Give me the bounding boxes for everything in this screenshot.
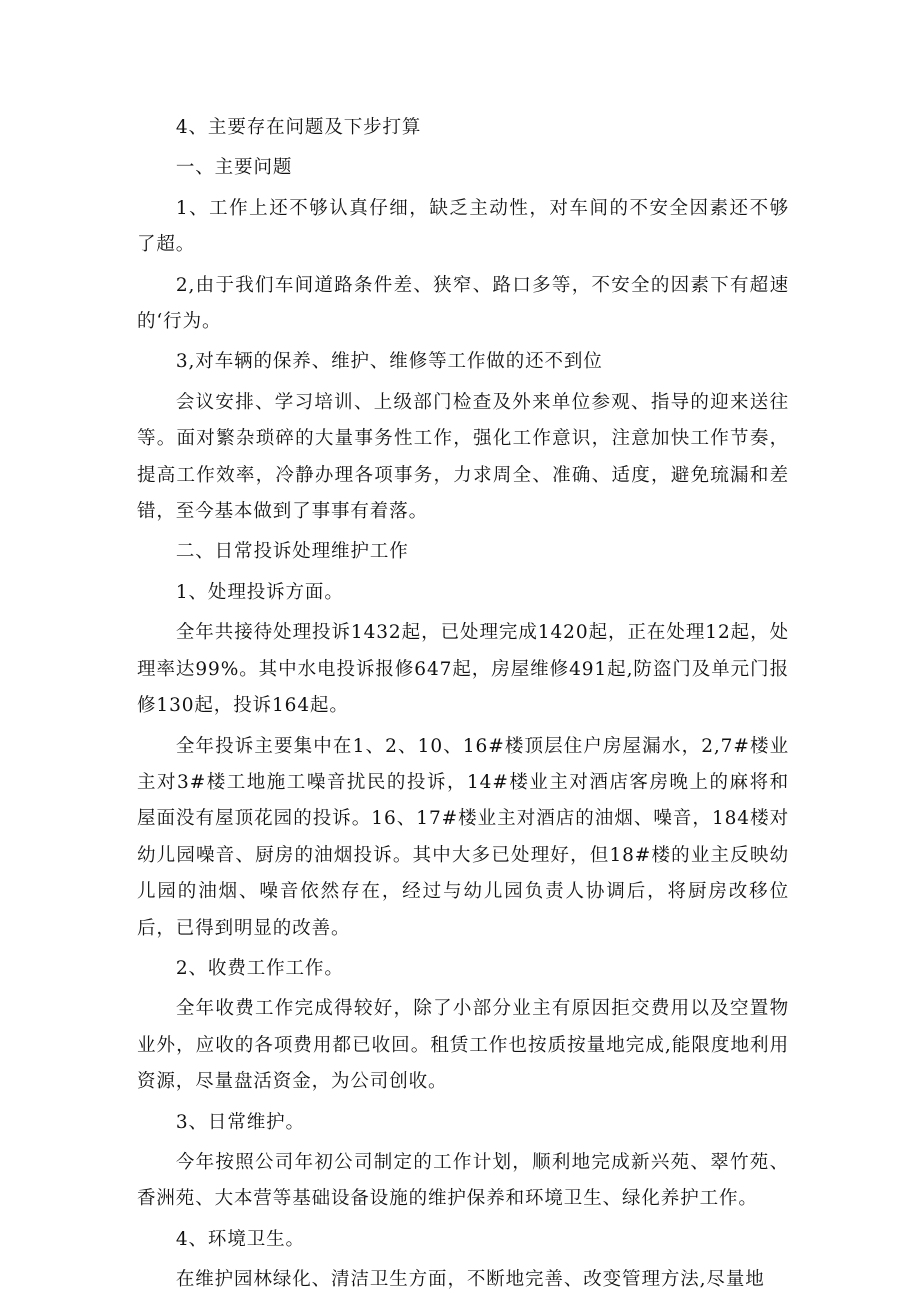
paragraph: 3,对车辆的保养、维护、维修等工作做的还不到位 — [175, 351, 603, 373]
subsection-heading: 一、主要问题 — [175, 157, 293, 179]
item-heading: 1、处理投诉方面。 — [175, 581, 344, 603]
subsection-heading: 二、日常投诉处理维护工作 — [175, 541, 409, 563]
paragraph: 全年投诉主要集中在1、2、10、16#楼顶层住户房屋漏水，2,7#楼业主对3#楼工地施工噪音扰民的投诉，14#楼业主对酒店客房晚上的麻将和屋面没有屋顶花园的投诉。16、17#楼业主对酒店的油烟、噪音，184楼对幼儿园噪音、厨房的油烟投诉。其中大多已处理好，但18#楼的业主反映幼儿园的油烟、噪音依然存在，经过与幼儿园负责人协调后，将厨房改移位后，已得到明显的改善。 — [137, 735, 789, 939]
paragraph: 全年共接待处理投诉1432起，已处理完成1420起，正在处理12起，处理率达99%。其中水电投诉报修647起，房屋维修491起,防盗门及单元门报修130起，投诉164起。 — [137, 622, 789, 717]
paragraph: 全年收费工作完成得较好，除了小部分业主有原因拒交费用以及空置物业外，应收的各项费用都已收回。租赁工作也按质按量地完成,能限度地利用资源，尽量盘活资金，为公司创收。 — [137, 998, 789, 1093]
item-heading: 4、环境卫生。 — [175, 1228, 305, 1250]
item-heading: 3、日常维护。 — [175, 1111, 305, 1133]
document-body — [137, 110, 789, 1303]
paragraph: 今年按照公司年初公司制定的工作计划，顺利地完成新兴苑、翠竹苑、香洲苑、大本营等基础设备设施的维护保养和环境卫生、绿化养护工作。 — [137, 1151, 789, 1210]
item-heading: 2、收费工作工作。 — [175, 957, 344, 979]
paragraph: 2,由于我们车间道路条件差、狭窄、路口多等，不安全的因素下有超速的‘行为。 — [137, 274, 789, 333]
section-heading: 4、主要存在问题及下步打算 — [175, 117, 422, 138]
paragraph: 在维护园林绿化、清洁卫生方面，不断地完善、改变管理方法,尽量地 — [175, 1269, 765, 1291]
paragraph: 1、工作上还不够认真仔细，缺乏主动性，对车间的不安全因素还不够了超。 — [137, 197, 789, 256]
paragraph: 会议安排、学习培训、上级部门检查及外来单位参观、指导的迎来送往等。面对繁杂琐碎的大量事务性工作，强化工作意识，注意加快工作节奏，提高工作效率，冷静办理各项事务，力求周全、准确、适度，避免琉漏和差错，至今基本做到了事事有着落。 — [137, 391, 789, 523]
